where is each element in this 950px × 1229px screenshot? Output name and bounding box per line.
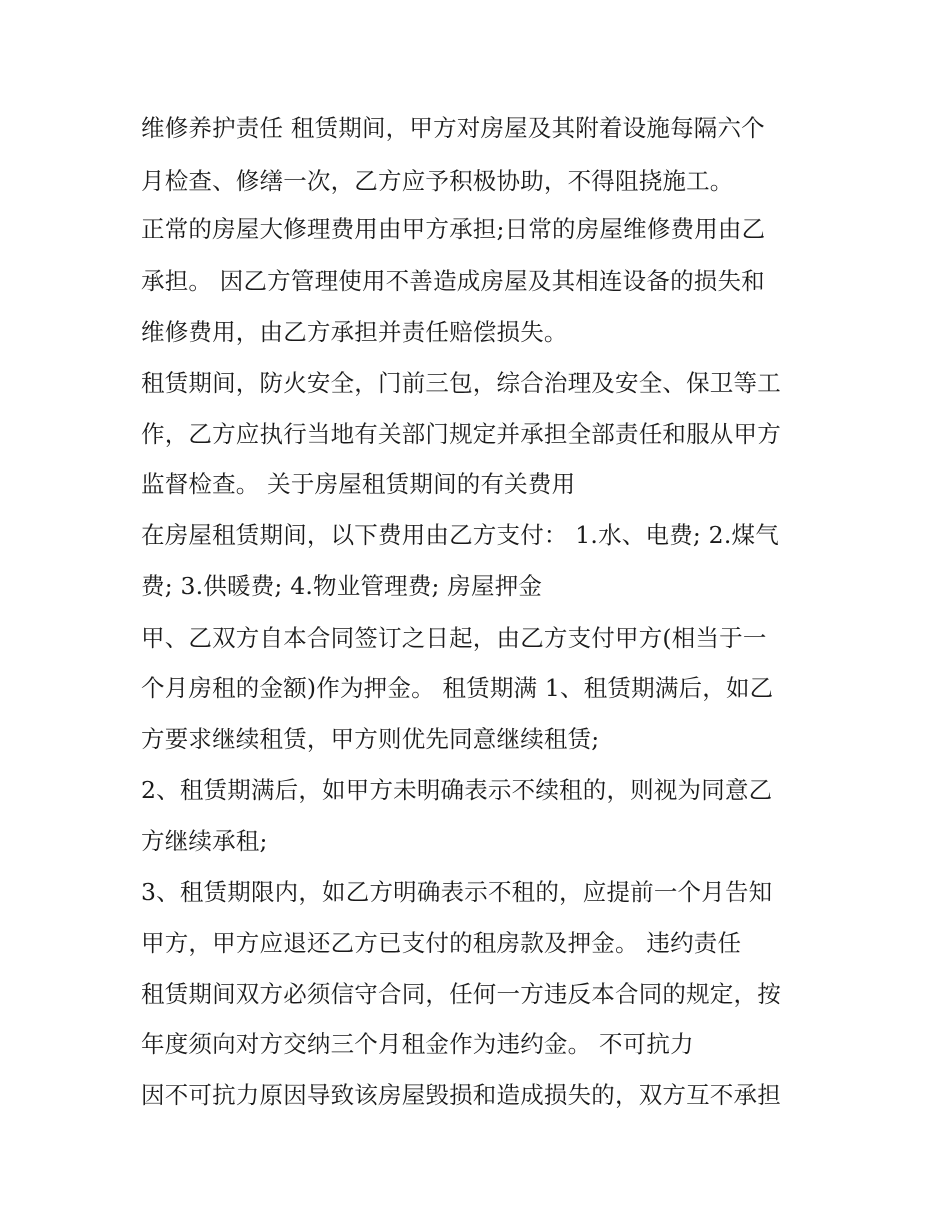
text-line: 在房屋租赁期间，以下费用由乙方支付： 1.水、电费; 2.煤气	[141, 521, 779, 549]
text-line: 维修养护责任 租赁期间，甲方对房屋及其附着设施每隔六个	[141, 114, 765, 142]
text-line: 月检查、修缮一次，乙方应予积极协助，不得阻挠施工。	[141, 167, 734, 195]
text-line: 作，乙方应执行当地有关部门规定并承担全部责任和服从甲方	[141, 420, 781, 448]
text-line: 费; 3.供暖费; 4.物业管理费; 房屋押金	[141, 572, 543, 600]
text-line: 甲方，甲方应退还乙方已支付的租房款及押金。 违约责任	[141, 929, 742, 957]
text-line: 维修费用，由乙方承担并责任赔偿损失。	[141, 318, 568, 346]
text-line: 租赁期间双方必须信守合同，任何一方违反本合同的规定，按	[141, 980, 781, 1008]
text-line: 正常的房屋大修理费用由甲方承担;日常的房屋维修费用由乙	[141, 215, 766, 243]
text-line: 2、租赁期满后，如甲方未明确表示不续租的，则视为同意乙	[141, 776, 773, 804]
text-line: 3、租赁期限内，如乙方明确表示不租的，应提前一个月告知	[141, 878, 773, 906]
text-line: 承担。 因乙方管理使用不善造成房屋及其相连设备的损失和	[141, 267, 765, 295]
text-line: 方继续承租;	[141, 827, 268, 855]
text-line: 方要求继续租赁，甲方则优先同意继续租赁;	[141, 725, 600, 753]
text-line: 甲、乙双方自本合同签订之日起，由乙方支付甲方(相当于一	[141, 624, 767, 652]
text-line: 监督检查。 关于房屋租赁期间的有关费用	[141, 470, 576, 498]
text-line: 个月房租的金额)作为押金。 租赁期满 1、租赁期满后，如乙	[141, 674, 774, 702]
text-line: 年度须向对方交纳三个月租金作为违约金。 不可抗力	[141, 1030, 694, 1058]
text-line: 因不可抗力原因导致该房屋毁损和造成损失的，双方互不承担	[141, 1081, 781, 1109]
text-line: 租赁期间，防火安全，门前三包，综合治理及安全、保卫等工	[141, 369, 781, 397]
